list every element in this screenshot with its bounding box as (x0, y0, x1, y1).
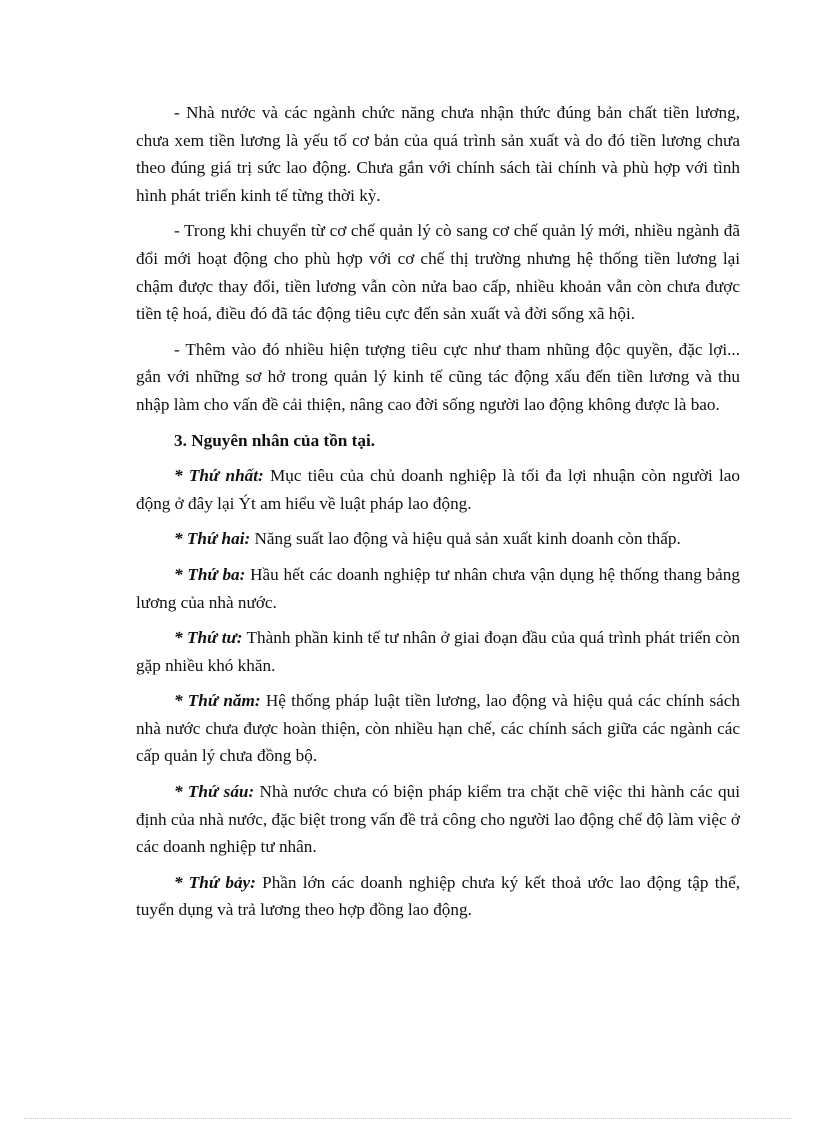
cause-label: * Thứ bảy: (174, 872, 256, 892)
cause-item-6 (136, 778, 740, 861)
cause-item-4 (136, 624, 740, 679)
cause-text: Năng suất lao động và hiệu quả sản xuất kinh doanh còn thấp. (250, 529, 681, 549)
cause-item-7 (136, 869, 740, 924)
cause-item-3 (136, 561, 740, 616)
cause-text: Mục tiêu của chủ doanh nghiệp là tối đa lợi nhuận còn người lao động ở đây lại Ýt am hiểu về luật pháp lao động. (136, 466, 740, 513)
cause-label: * Thứ năm: (174, 691, 261, 711)
cause-text: Hầu hết các doanh nghiệp tư nhân chưa vận dụng hệ thống thang bảng lương của nhà nước. (136, 564, 740, 612)
cause-label: * Thứ nhất: (174, 466, 264, 486)
page-bottom-divider (24, 1118, 792, 1119)
document-page (136, 99, 740, 932)
cause-text: Nhà nước chưa có biện pháp kiểm tra chặt chẽ việc thi hành các qui định của nhà nước, đặc biệt trong vấn đề trả công cho người lao động chế độ làm việc ở các doanh nghiệp tư nhân. (136, 782, 740, 857)
paragraph-awareness: - Nhà nước và các ngành chức năng chưa nhận thức đúng bản chất tiền lương, chưa xem tiền lương là yếu tố cơ bản của quá trình sản xuất và do đó tiền lương chưa theo đúng giá trị sức lao động. Chưa gắn với chính sách tài chính và phù hợp với tình hình phát triển kinh tế từng thời kỳ. (136, 103, 740, 205)
cause-item-2 (136, 525, 740, 553)
cause-label: * Thứ sáu: (174, 782, 255, 802)
paragraph-transition: - Trong khi chuyển từ cơ chế quản lý cò sang cơ chế quản lý mới, nhiều ngành đã đổi mới hoạt động cho phù hợp với cơ chế thị trường nhưng hệ thống tiền lương lại chậm được thay đổi, tiền lương vẫn còn nửa bao cấp, nhiều khoản vẫn còn chưa được tiền tệ hoá, điều đó đã tác động tiêu cực đến sản xuất và đời sống xã hội. (136, 221, 740, 324)
section-heading: 3. Nguyên nhân của tồn tại. (174, 430, 376, 450)
cause-text: Hệ thống pháp luật tiền lương, lao động và hiệu quả các chính sách nhà nước chưa được hoàn thiện, còn nhiều hạn chế, các chính sách giữa các ngành các cấp quản lý chưa đồng bộ. (136, 691, 740, 766)
cause-text: Phần lớn các doanh nghiệp chưa ký kết thoả ước lao động tập thể, tuyển dụng và trả lương theo hợp đồng lao động. (136, 872, 740, 920)
cause-text: Thành phần kinh tế tư nhân ở giai đoạn đầu của quá trình phát triển còn gặp nhiều khó khăn. (136, 628, 741, 675)
cause-item-5 (136, 687, 740, 770)
cause-label: * Thứ tư: (174, 628, 243, 648)
cause-label: * Thứ ba: (174, 564, 246, 584)
cause-item-1 (136, 462, 740, 517)
cause-label: * Thứ hai: (174, 529, 251, 549)
paragraph-negative-phenomena: - Thêm vào đó nhiều hiện tượng tiêu cực như tham nhũng độc quyền, đặc lợi... gắn với những sơ hở trong quản lý kinh tế cũng tác động xấu đến tiền lương và thu nhập làm cho vấn đề cải thiện, nâng cao đời sống người lao động không được là bao. (136, 339, 740, 414)
